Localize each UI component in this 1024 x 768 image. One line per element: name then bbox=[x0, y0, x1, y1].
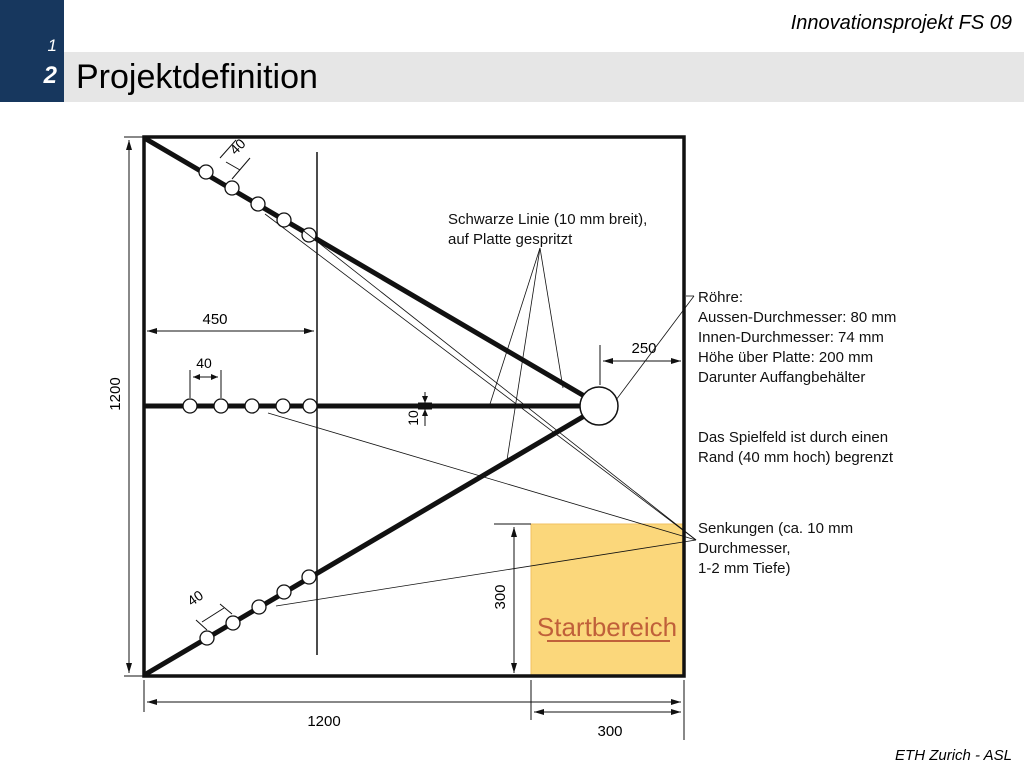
footer-institution: ETH Zurich - ASL bbox=[895, 747, 1012, 764]
annotation-tube-2: Aussen-Durchmesser: 80 mm bbox=[698, 309, 897, 326]
dimension-label-40-bottom: 40 bbox=[184, 586, 207, 609]
annotation-tube-1: Röhre: bbox=[698, 289, 744, 306]
annotation-tube-3: Innen-Durchmesser: 74 mm bbox=[698, 329, 884, 346]
dimension-40-top-line bbox=[226, 162, 240, 170]
dimension-label-40-middle: 40 bbox=[196, 355, 212, 371]
depression-marker bbox=[302, 570, 316, 584]
dimension-label-250: 250 bbox=[631, 340, 657, 357]
start-area-label: Startbereich bbox=[536, 612, 678, 642]
depression-marker bbox=[245, 399, 259, 413]
dimension-label-10: 10 bbox=[405, 410, 421, 426]
annotation-tube-4: Höhe über Platte: 200 mm bbox=[698, 349, 874, 366]
leader-black-line bbox=[490, 248, 540, 404]
dimension-label-450: 450 bbox=[202, 311, 228, 328]
annotation-depression-3: 1-2 mm Tiefe) bbox=[698, 560, 791, 577]
depression-marker bbox=[225, 181, 239, 195]
depression-marker bbox=[277, 585, 291, 599]
annotation-depression-1: Senkungen (ca. 10 mm bbox=[698, 520, 854, 537]
depression-marker bbox=[199, 165, 213, 179]
annotation-tube-5: Darunter Auffangbehälter bbox=[698, 369, 866, 386]
depression-marker bbox=[226, 616, 240, 630]
leader-black-line bbox=[540, 248, 563, 388]
tube-circle bbox=[580, 387, 618, 425]
depression-marker bbox=[251, 197, 265, 211]
dimension-label-300-horizontal: 300 bbox=[597, 723, 623, 740]
depression-marker bbox=[200, 631, 214, 645]
previous-section-number: 1 bbox=[47, 36, 57, 55]
depression-marker bbox=[214, 399, 228, 413]
start-area bbox=[531, 524, 684, 676]
dimension-label-1200-horizontal: 1200 bbox=[307, 713, 341, 730]
dimension-label-300-vertical: 300 bbox=[492, 584, 509, 610]
depression-marker bbox=[252, 600, 266, 614]
depression-marker bbox=[183, 399, 197, 413]
annotation-field-2: Rand (40 mm hoch) begrenzt bbox=[698, 449, 894, 466]
annotation-black-line-1: Schwarze Linie (10 mm breit), bbox=[448, 211, 648, 228]
depression-marker bbox=[303, 399, 317, 413]
header-project-title: Innovationsprojekt FS 09 bbox=[790, 12, 1012, 34]
annotation-depression-2: Durchmesser, bbox=[698, 540, 791, 557]
leader-depression bbox=[265, 214, 696, 540]
current-section-number: 2 bbox=[43, 62, 57, 89]
depression-marker bbox=[276, 399, 290, 413]
annotation-black-line-2: auf Platte gespritzt bbox=[448, 231, 573, 248]
dimension-label-40-top: 40 bbox=[226, 135, 249, 158]
leader-depression bbox=[268, 413, 696, 540]
black-line-top bbox=[146, 139, 586, 397]
annotation-field-1: Das Spielfeld ist durch einen bbox=[698, 429, 889, 446]
dimension-40-bottom-line bbox=[202, 608, 224, 622]
page-title: Projektdefinition bbox=[76, 58, 318, 96]
dimension-label-1200-vertical: 1200 bbox=[107, 377, 124, 411]
leader-depression bbox=[300, 228, 696, 540]
